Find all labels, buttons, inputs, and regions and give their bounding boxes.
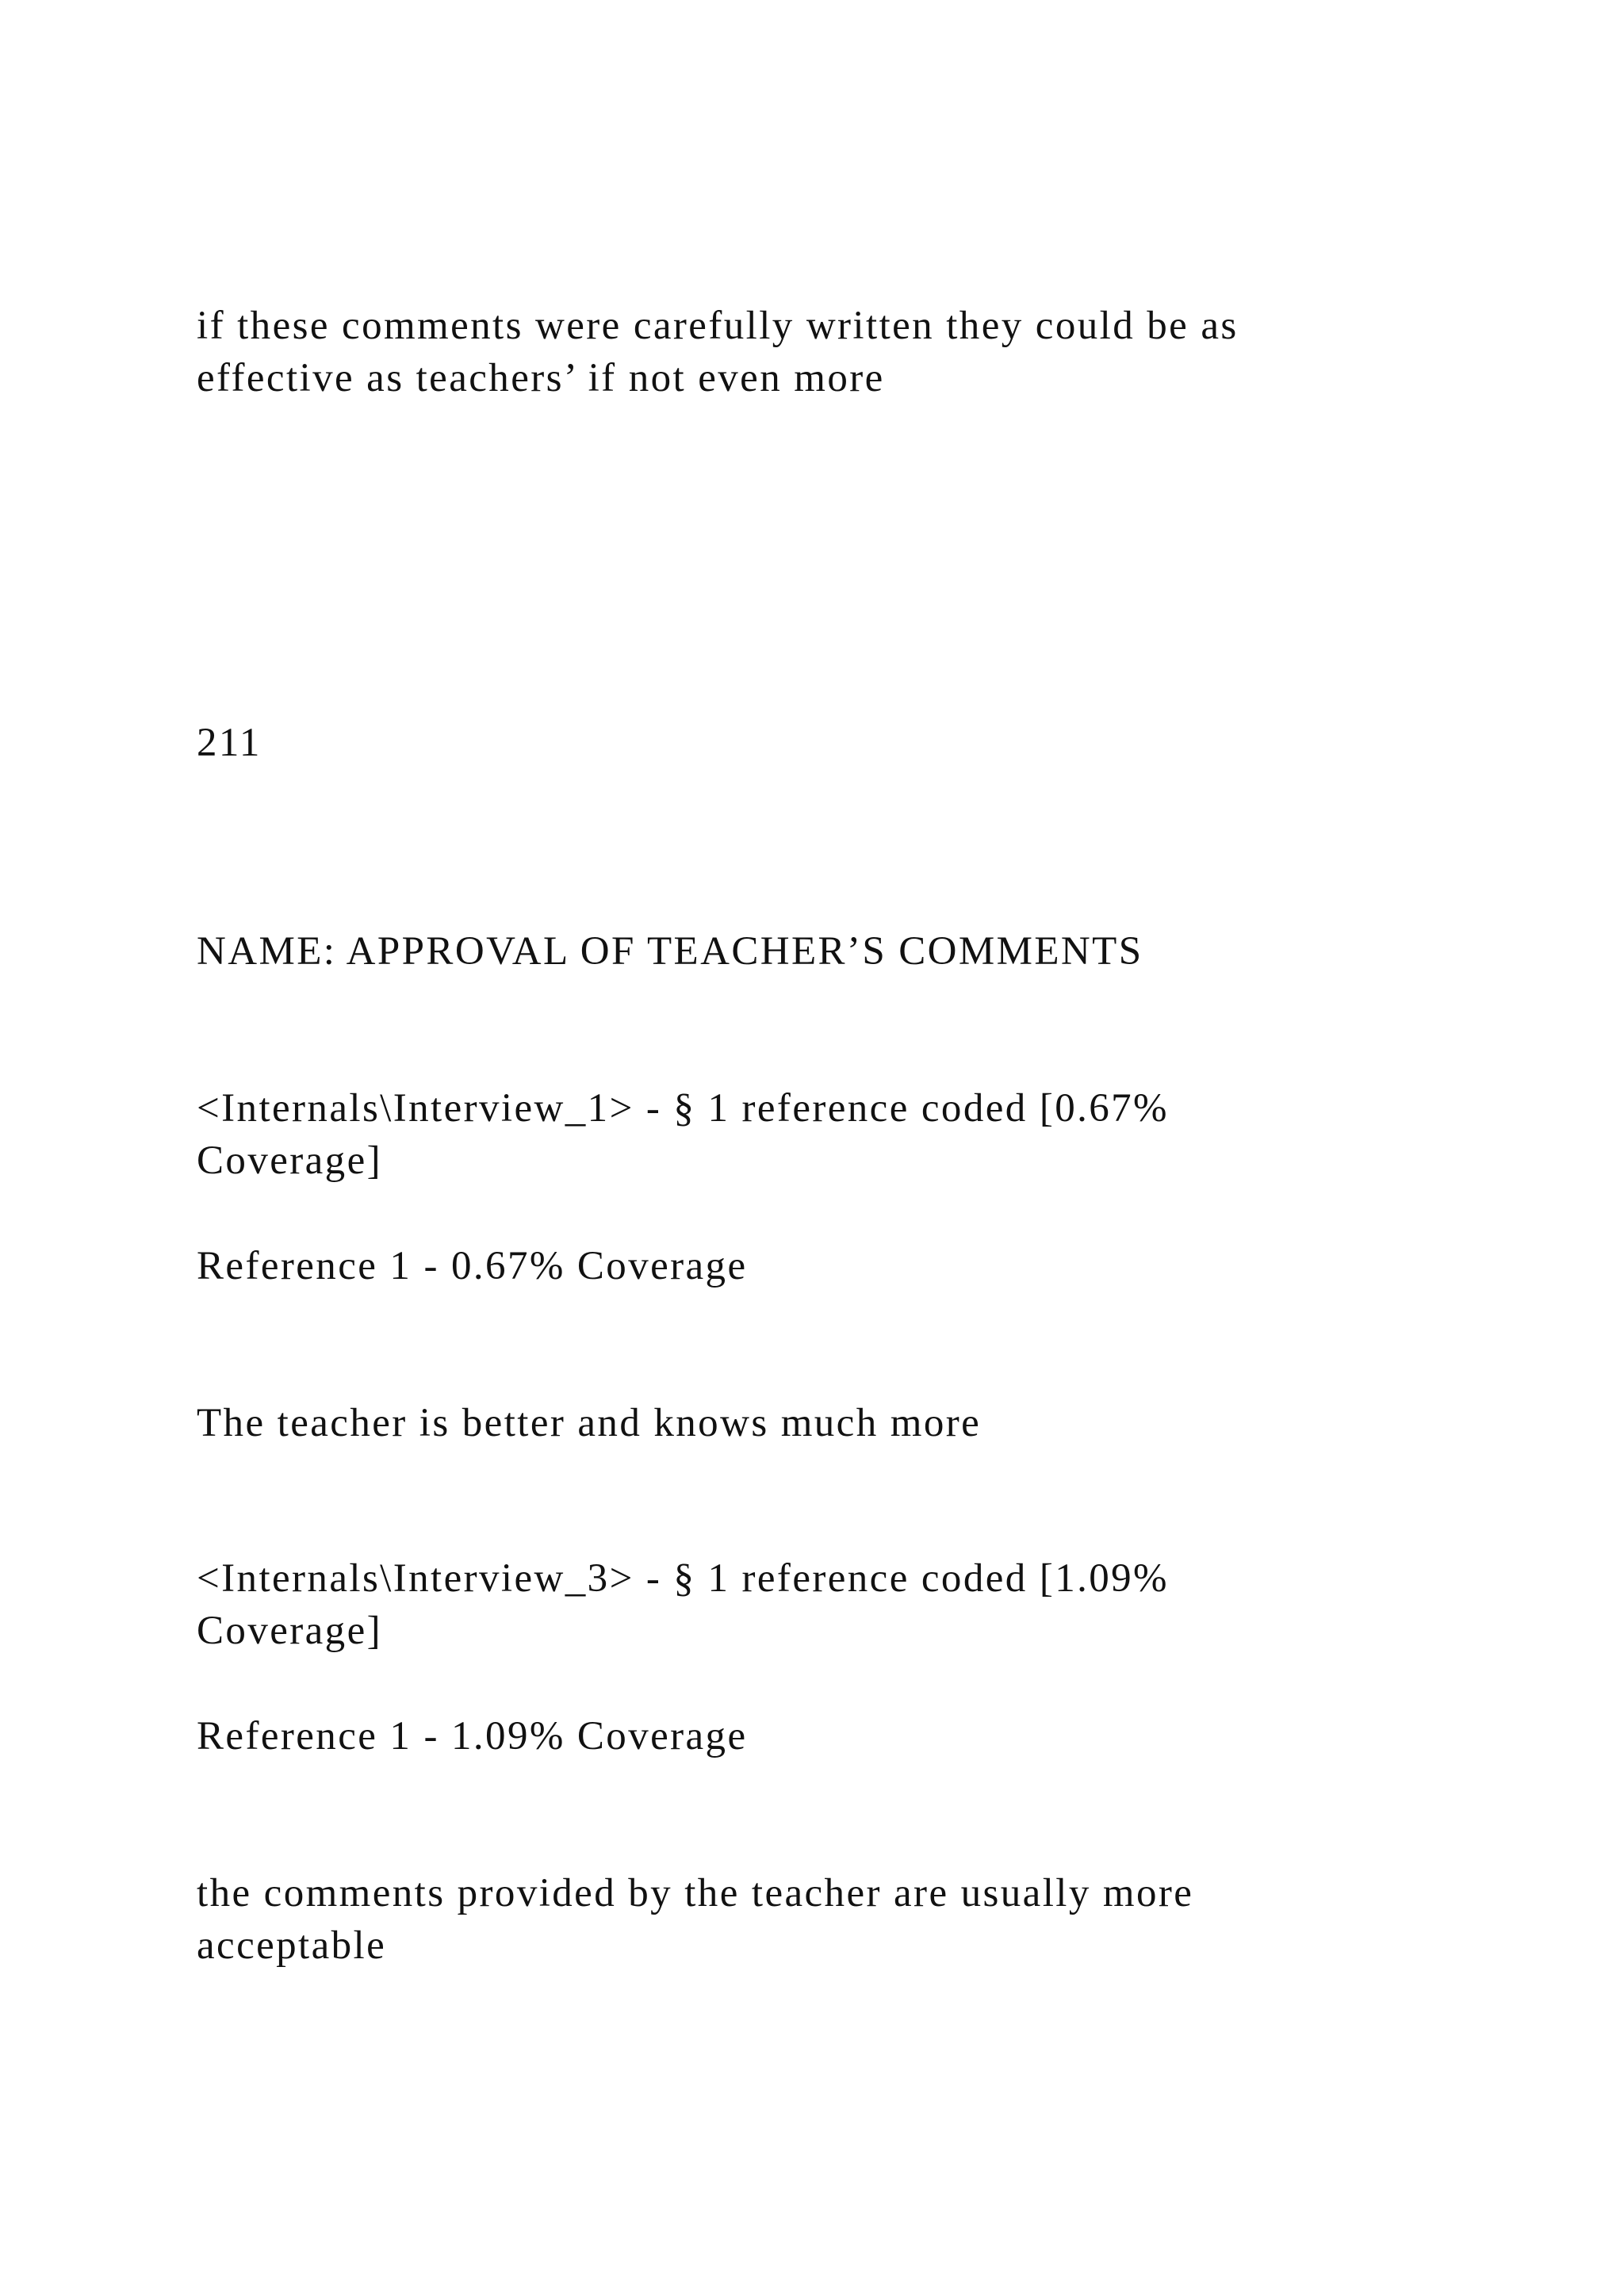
source-header-line-1: <Internals\Interview_1> - § 1 reference coded [0.67% xyxy=(197,1086,1169,1131)
coded-quote-line-1: The teacher is better and knows much more xyxy=(197,1401,982,1445)
page-number: 211 xyxy=(197,721,262,765)
source-header-line-2: Coverage] xyxy=(197,1609,382,1653)
intro-quote-line-1: if these comments were carefully written they could be as xyxy=(197,304,1239,348)
source-header-line-1: <Internals\Interview_3> - § 1 reference coded [1.09% xyxy=(197,1556,1169,1601)
node-name-heading: NAME: APPROVAL OF TEACHER’S COMMENTS xyxy=(197,929,1143,974)
reference-label-interview-3: Reference 1 - 1.09% Coverage xyxy=(197,1714,748,1758)
reference-label-interview-1: Reference 1 - 0.67% Coverage xyxy=(197,1244,748,1288)
intro-quote xyxy=(197,300,1434,404)
coded-quote-interview-3 xyxy=(197,1867,1434,1972)
source-header-interview-3 xyxy=(197,1552,1434,1657)
coded-quote-line-1: the comments provided by the teacher are usually more xyxy=(197,1871,1194,1915)
source-header-line-2: Coverage] xyxy=(197,1138,382,1183)
intro-quote-line-2: effective as teachers’ if not even more xyxy=(197,356,885,400)
coded-quote-interview-1 xyxy=(197,1397,1434,1449)
source-header-interview-1 xyxy=(197,1082,1434,1187)
coded-quote-line-2: acceptable xyxy=(197,1923,387,1968)
